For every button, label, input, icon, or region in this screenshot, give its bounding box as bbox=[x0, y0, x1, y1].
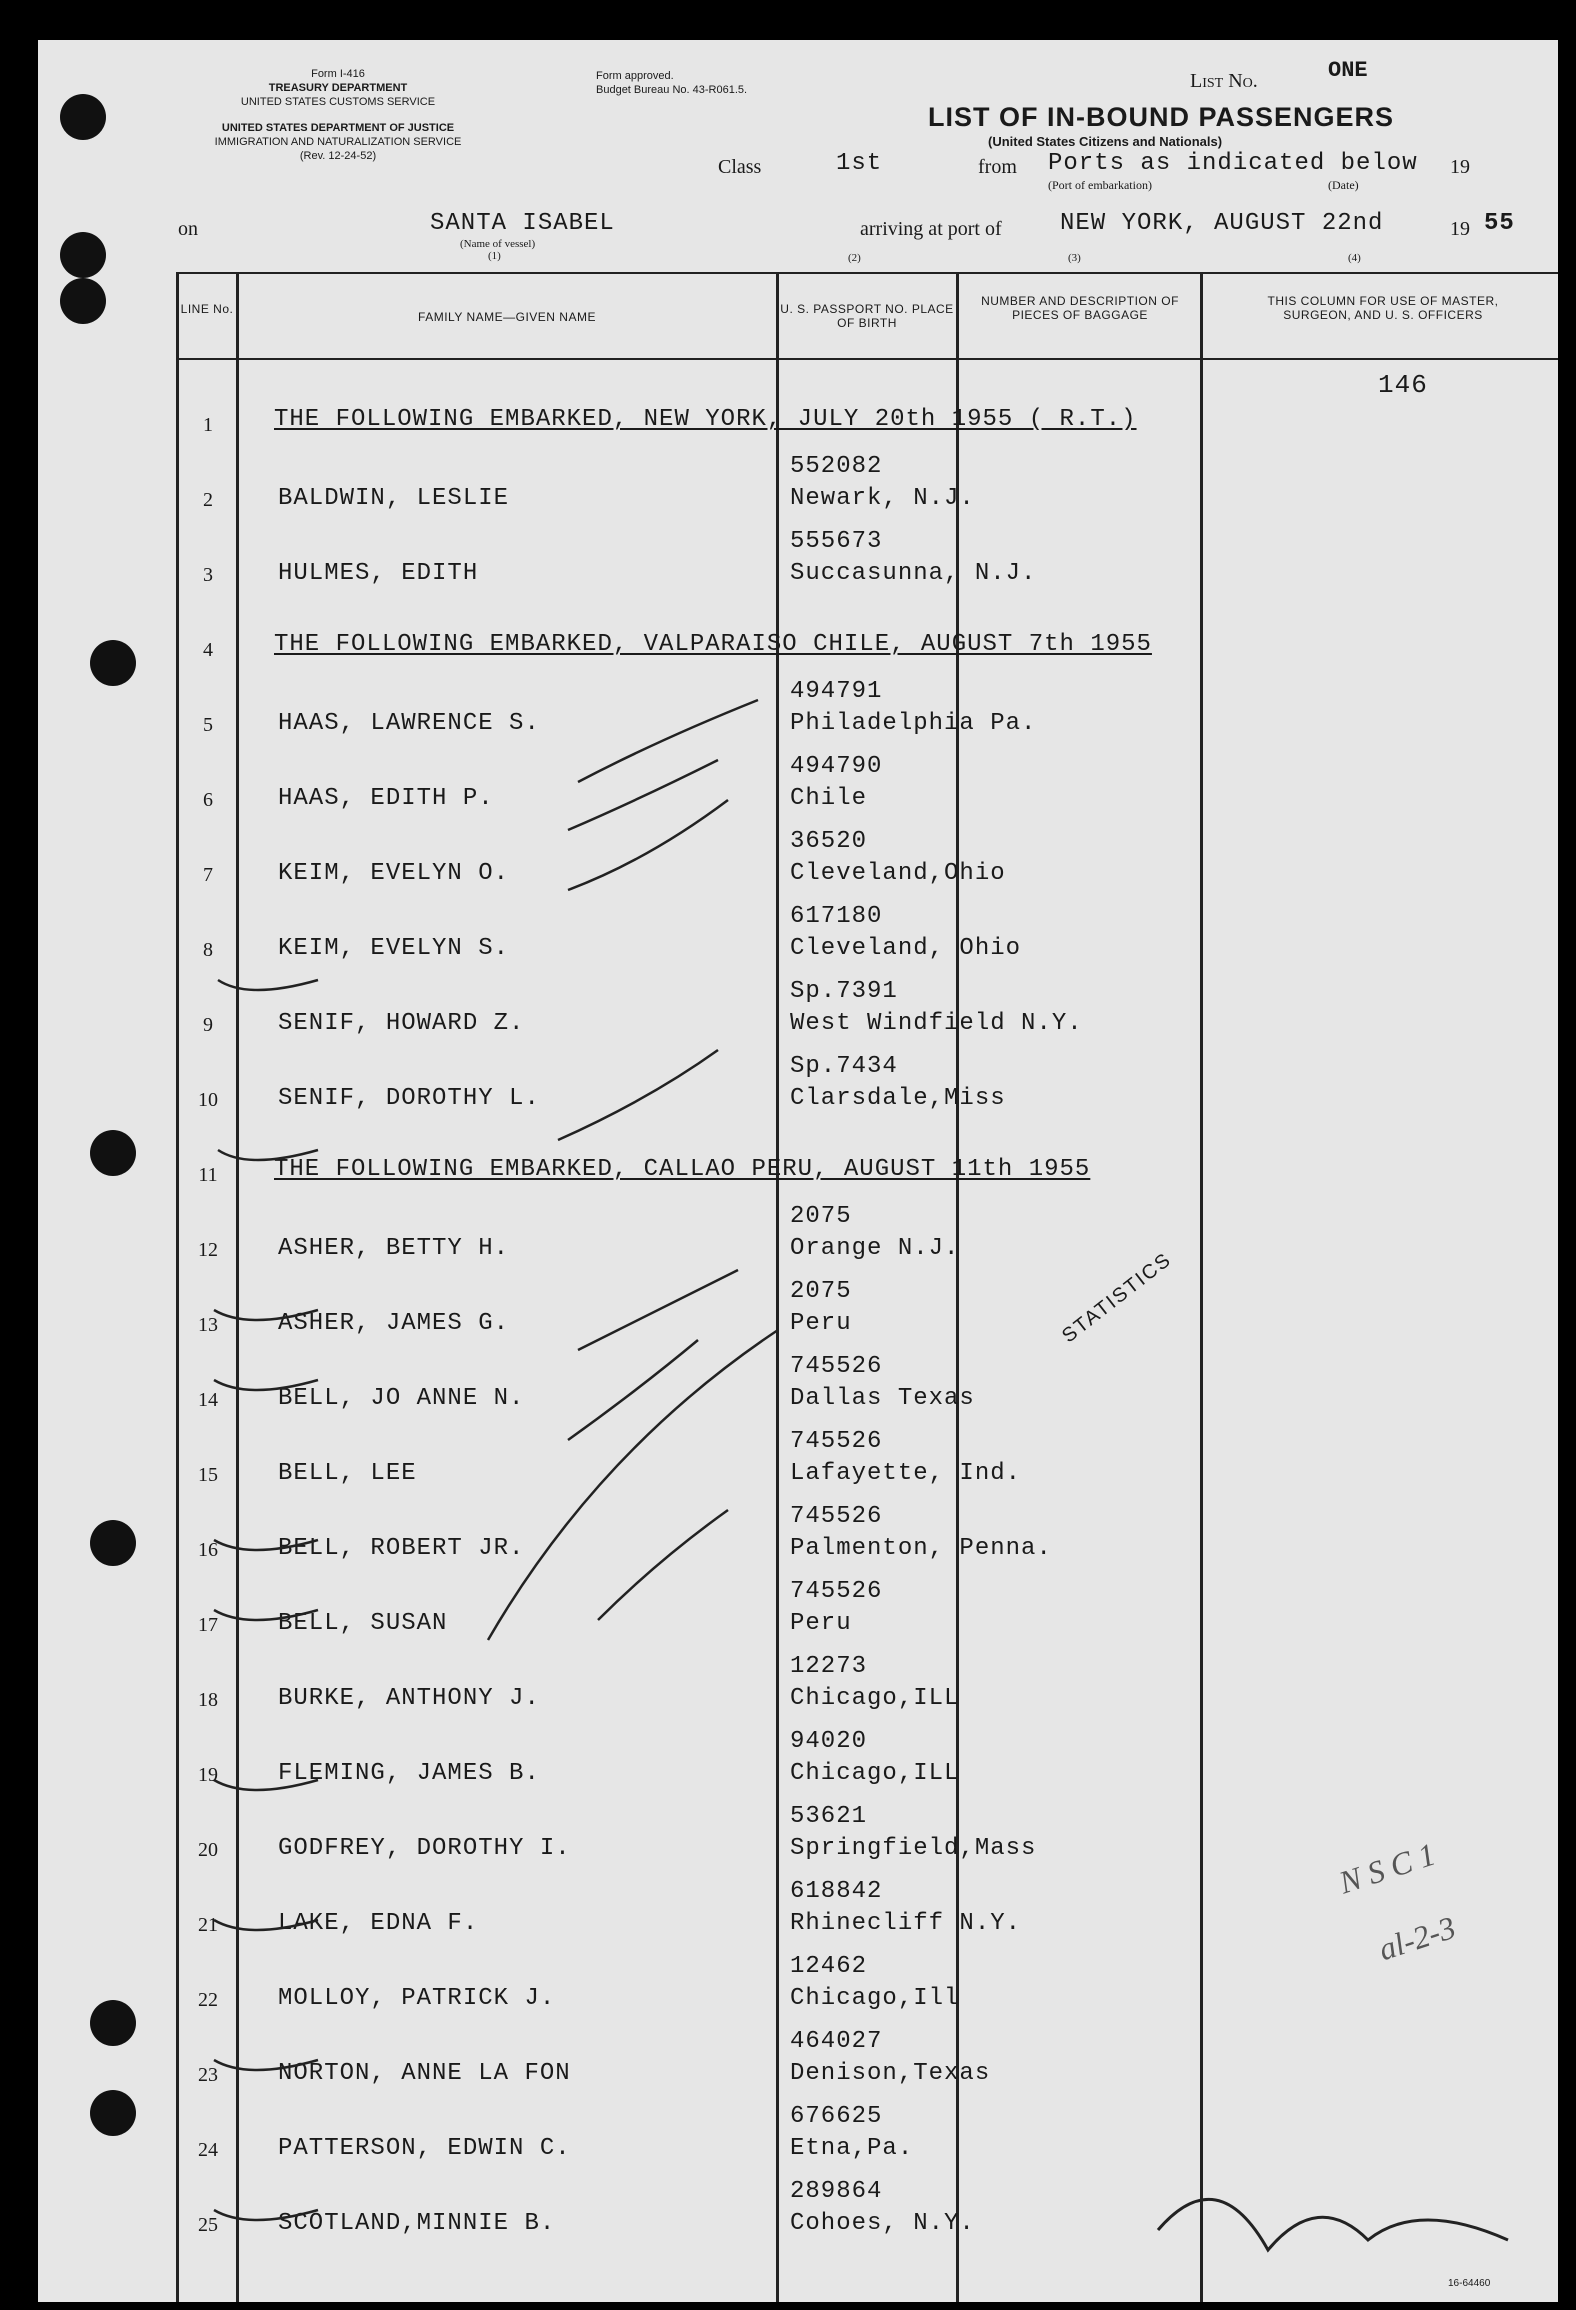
line-number: 18 bbox=[198, 1689, 218, 1711]
place-of-birth: Orange N.J. bbox=[790, 1235, 960, 1262]
line-number: 9 bbox=[203, 1014, 213, 1036]
binder-hole bbox=[90, 1130, 136, 1176]
place-of-birth: Cohoes, N.Y. bbox=[790, 2210, 975, 2237]
arrival-year: 55 bbox=[1484, 210, 1515, 237]
pen-stroke bbox=[568, 1340, 698, 1440]
line-number: 22 bbox=[198, 1989, 218, 2011]
col-1-caption: (1) bbox=[488, 250, 501, 262]
place-of-birth: Chicago,ILL bbox=[790, 1685, 960, 1712]
check-mark bbox=[214, 1310, 318, 1320]
passenger-name: FLEMING, JAMES B. bbox=[278, 1760, 540, 1787]
document-subtitle: (United States Citizens and Nationals) bbox=[988, 134, 1223, 149]
check-mark bbox=[214, 2060, 318, 2070]
pen-stroke bbox=[568, 800, 728, 890]
year-prefix: 19 bbox=[1450, 156, 1470, 178]
col-header-name: FAMILY NAME—GIVEN NAME bbox=[418, 310, 596, 324]
document-title: LIST OF IN-BOUND PASSENGERS bbox=[928, 102, 1395, 132]
place-of-birth: Springfield,Mass bbox=[790, 1835, 1037, 1862]
passenger-name: SENIF, HOWARD Z. bbox=[278, 1010, 525, 1037]
line-number: 4 bbox=[203, 639, 213, 661]
passenger-name: SENIF, DOROTHY L. bbox=[278, 1085, 540, 1112]
place-of-birth: Peru bbox=[790, 1610, 852, 1637]
arrival-year-prefix: 19 bbox=[1450, 218, 1470, 240]
passenger-name: BELL, LEE bbox=[278, 1460, 417, 1487]
pen-stroke bbox=[568, 760, 718, 830]
passport-number: 555673 bbox=[790, 528, 883, 555]
line-number: 5 bbox=[203, 714, 213, 736]
passport-number: Sp.7391 bbox=[790, 978, 898, 1005]
manifest-page bbox=[38, 40, 1558, 2302]
col-header-baggage: NUMBER AND DESCRIPTION OF PIECES OF BAGGAGE bbox=[981, 294, 1179, 322]
line-number: 1 bbox=[203, 414, 213, 436]
line-number: 11 bbox=[198, 1164, 218, 1186]
passenger-name: SCOTLAND,MINNIE B. bbox=[278, 2210, 556, 2237]
binder-hole bbox=[60, 94, 106, 140]
line-number: 3 bbox=[203, 564, 213, 586]
passenger-name: BELL, ROBERT JR. bbox=[278, 1535, 525, 1562]
pen-stroke bbox=[558, 1050, 718, 1140]
line-number: 7 bbox=[203, 864, 213, 886]
line-number: 6 bbox=[203, 789, 213, 811]
passport-number: 745526 bbox=[790, 1578, 883, 1605]
section-heading: THE FOLLOWING EMBARKED, NEW YORK, JULY 20th 1955 ( R.T.) bbox=[274, 406, 1137, 433]
handwritten-marks bbox=[38, 40, 1558, 2302]
passport-number: 676625 bbox=[790, 2103, 883, 2130]
section-heading: THE FOLLOWING EMBARKED, CALLAO PERU, AUGUST 11th 1955 bbox=[274, 1156, 1091, 1183]
passport-number: 464027 bbox=[790, 2028, 883, 2055]
passport-number: 12462 bbox=[790, 1953, 868, 1980]
passenger-name: KEIM, EVELYN O. bbox=[278, 860, 510, 887]
binder-hole bbox=[90, 2000, 136, 2046]
line-number: 24 bbox=[198, 2139, 218, 2161]
passport-number: 53621 bbox=[790, 1803, 868, 1830]
passport-number: 36520 bbox=[790, 828, 868, 855]
passenger-name: BURKE, ANTHONY J. bbox=[278, 1685, 540, 1712]
check-mark bbox=[214, 1380, 318, 1390]
line-number: 12 bbox=[198, 1239, 218, 1261]
passenger-name: KEIM, EVELYN S. bbox=[278, 935, 510, 962]
line-number: 13 bbox=[198, 1314, 218, 1336]
col-3-caption: (3) bbox=[1068, 252, 1081, 264]
col-4-caption: (4) bbox=[1348, 252, 1361, 264]
pencil-annotation-1: N S C 1 bbox=[1334, 1835, 1440, 1901]
vessel-name: SANTA ISABEL bbox=[430, 210, 615, 237]
line-number: 20 bbox=[198, 1839, 218, 1861]
check-mark bbox=[214, 1610, 318, 1620]
binder-hole bbox=[60, 232, 106, 278]
place-of-birth: Palmenton, Penna. bbox=[790, 1535, 1052, 1562]
passenger-name: BELL, SUSAN bbox=[278, 1610, 448, 1637]
from-value: Ports as indicated below bbox=[1048, 150, 1418, 177]
check-mark bbox=[214, 1920, 318, 1930]
line-number: 2 bbox=[203, 489, 213, 511]
place-of-birth: Peru bbox=[790, 1310, 852, 1337]
passenger-name: HULMES, EDITH bbox=[278, 560, 479, 587]
passport-number: 745526 bbox=[790, 1353, 883, 1380]
passport-number: 745526 bbox=[790, 1428, 883, 1455]
line-number: 19 bbox=[198, 1764, 218, 1786]
check-mark bbox=[218, 1150, 318, 1160]
form-approved: Form approved. bbox=[596, 70, 674, 82]
passport-number: 745526 bbox=[790, 1503, 883, 1530]
place-of-birth: Cleveland,Ohio bbox=[790, 860, 1006, 887]
passenger-name: LAKE, EDNA F. bbox=[278, 1910, 479, 1937]
place-of-birth: Rhinecliff N.Y. bbox=[790, 1910, 1022, 1937]
check-mark bbox=[214, 1540, 318, 1550]
col-header-officers: THIS COLUMN FOR USE OF MASTER, SURGEON, AND U. S. OFFICERS bbox=[1267, 294, 1499, 322]
line-number: 23 bbox=[198, 2064, 218, 2086]
passport-number: 94020 bbox=[790, 1728, 868, 1755]
passenger-name: BELL, JO ANNE N. bbox=[278, 1385, 525, 1412]
place-of-birth: Succasunna, N.J. bbox=[790, 560, 1037, 587]
line-number: 14 bbox=[198, 1389, 218, 1411]
place-of-birth: Cleveland, Ohio bbox=[790, 935, 1022, 962]
place-of-birth: Philadelphia Pa. bbox=[790, 710, 1037, 737]
port-caption: (Port of embarkation) bbox=[1048, 178, 1152, 192]
pen-stroke bbox=[598, 1510, 728, 1620]
line-number: 25 bbox=[198, 2214, 218, 2236]
passport-number: 494791 bbox=[790, 678, 883, 705]
place-of-birth: Newark, N.J. bbox=[790, 485, 975, 512]
place-of-birth: Chile bbox=[790, 785, 868, 812]
col-2-caption: (2) bbox=[848, 252, 861, 264]
col-header-passport: U. S. PASSPORT NO. PLACE OF BIRTH bbox=[780, 302, 954, 330]
binder-hole bbox=[60, 278, 106, 324]
from-label: from bbox=[978, 156, 1017, 178]
binder-hole bbox=[90, 1520, 136, 1566]
class-label: Class bbox=[718, 156, 762, 178]
passenger-name: BALDWIN, LESLIE bbox=[278, 485, 510, 512]
binder-hole bbox=[90, 640, 136, 686]
pen-stroke bbox=[488, 1330, 778, 1640]
place-of-birth: Dallas Texas bbox=[790, 1385, 975, 1412]
customs-service: UNITED STATES CUSTOMS SERVICE bbox=[240, 96, 436, 108]
treasury-dept: TREASURY DEPARTMENT bbox=[268, 82, 408, 94]
place-of-birth: Clarsdale,Miss bbox=[790, 1085, 1006, 1112]
form-number: Form I-416 bbox=[311, 68, 365, 80]
check-mark bbox=[218, 980, 318, 990]
list-no-label: List No. bbox=[1190, 70, 1258, 92]
ins-service: IMMIGRATION AND NATURALIZATION SERVICE bbox=[214, 136, 462, 148]
date-caption: (Date) bbox=[1328, 178, 1359, 192]
place-of-birth: Chicago,Ill bbox=[790, 1985, 960, 2012]
vessel-caption: (Name of vessel) bbox=[460, 238, 536, 250]
line-number: 8 bbox=[203, 939, 213, 961]
passenger-name: HAAS, LAWRENCE S. bbox=[278, 710, 540, 737]
place-of-birth: West Windfield N.Y. bbox=[790, 1010, 1083, 1037]
passport-number: 2075 bbox=[790, 1203, 852, 1230]
line-number: 17 bbox=[198, 1614, 218, 1636]
pen-stroke bbox=[578, 700, 758, 782]
page-number: 146 bbox=[1378, 370, 1428, 400]
revision: (Rev. 12-24-52) bbox=[299, 150, 377, 162]
col-header-line: LINE No. bbox=[180, 302, 234, 316]
passenger-name: HAAS, EDITH P. bbox=[278, 785, 494, 812]
passport-number: 289864 bbox=[790, 2178, 883, 2205]
arriving-label: arriving at port of bbox=[860, 218, 1002, 240]
passenger-name: MOLLOY, PATRICK J. bbox=[278, 1985, 556, 2012]
passport-number: 12273 bbox=[790, 1653, 868, 1680]
passport-number: 618842 bbox=[790, 1878, 883, 1905]
footer-code: 16-64460 bbox=[1448, 2278, 1491, 2289]
line-number: 21 bbox=[198, 1914, 218, 1936]
check-mark bbox=[214, 2210, 318, 2220]
passenger-name: GODFREY, DOROTHY I. bbox=[278, 1835, 571, 1862]
pencil-annotation-2: al-2-3 bbox=[1374, 1908, 1460, 1968]
check-mark bbox=[214, 1780, 318, 1790]
passport-number: 552082 bbox=[790, 453, 883, 480]
section-heading: THE FOLLOWING EMBARKED, VALPARAISO CHILE, AUGUST 7th 1955 bbox=[274, 631, 1152, 658]
signature bbox=[1158, 2199, 1508, 2250]
passenger-name: PATTERSON, EDWIN C. bbox=[278, 2135, 571, 2162]
line-number: 16 bbox=[198, 1539, 218, 1561]
pen-stroke bbox=[578, 1270, 738, 1350]
place-of-birth: Chicago,ILL bbox=[790, 1760, 960, 1787]
place-of-birth: Etna,Pa. bbox=[790, 2135, 914, 2162]
line-number: 15 bbox=[198, 1464, 218, 1486]
passenger-name: NORTON, ANNE LA FON bbox=[278, 2060, 571, 2087]
place-of-birth: Denison,Texas bbox=[790, 2060, 991, 2087]
class-value: 1st bbox=[836, 150, 883, 177]
arrival-port: NEW YORK, AUGUST 22nd bbox=[1060, 210, 1384, 237]
passenger-name: ASHER, BETTY H. bbox=[278, 1235, 510, 1262]
passport-number: 617180 bbox=[790, 903, 883, 930]
passenger-name: ASHER, JAMES G. bbox=[278, 1310, 510, 1337]
binder-hole bbox=[90, 2090, 136, 2136]
passport-number: Sp.7434 bbox=[790, 1053, 898, 1080]
line-number: 10 bbox=[198, 1089, 218, 1111]
statistics-stamp: STATISTICS bbox=[1058, 1248, 1177, 1348]
passport-number: 494790 bbox=[790, 753, 883, 780]
justice-dept: UNITED STATES DEPARTMENT OF JUSTICE bbox=[221, 122, 455, 134]
place-of-birth: Lafayette, Ind. bbox=[790, 1460, 1022, 1487]
on-label: on bbox=[178, 218, 198, 240]
budget-bureau: Budget Bureau No. 43-R061.5. bbox=[596, 84, 748, 96]
passport-number: 2075 bbox=[790, 1278, 852, 1305]
list-no-value: ONE bbox=[1328, 58, 1368, 83]
